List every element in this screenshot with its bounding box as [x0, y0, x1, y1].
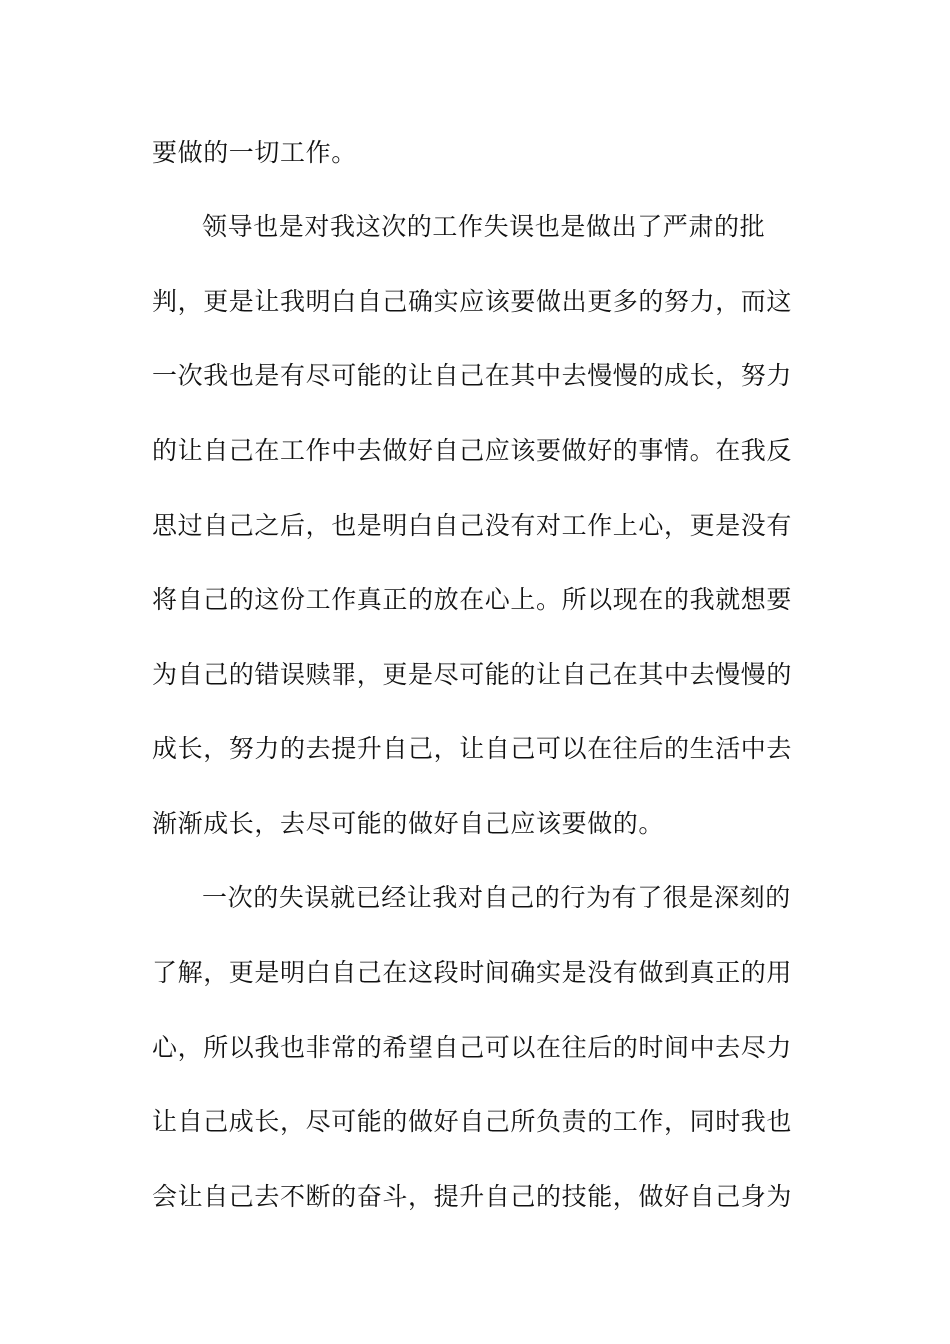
text-line: 判，更是让我明白自己确实应该要做出更多的努力，而这: [152, 287, 793, 316]
text-line: 让自己成长，尽可能的做好自己所负责的工作，同时我也: [152, 1107, 793, 1136]
text-line: 思过自己之后，也是明白自己没有对工作上心，更是没有: [152, 511, 793, 540]
text-line: 的让自己在工作中去做好自己应该要做好的事情。在我反: [152, 436, 793, 465]
paragraph-start-line: 领导也是对我这次的工作失误也是做出了严肃的批: [202, 212, 766, 241]
text-line: 成长，努力的去提升自己，让自己可以在往后的生活中去: [152, 734, 793, 763]
text-line: 会让自己去不断的奋斗，提升自己的技能，做好自己身为: [152, 1182, 793, 1211]
text-line: 要做的一切工作。: [152, 138, 357, 167]
text-line: 了解，更是明白自己在这段时间确实是没有做到真正的用: [152, 958, 793, 987]
text-line: 一次我也是有尽可能的让自己在其中去慢慢的成长，努力: [152, 361, 793, 390]
text-line: 将自己的这份工作真正的放在心上。所以现在的我就想要: [152, 585, 793, 614]
text-line: 为自己的错误赎罪，更是尽可能的让自己在其中去慢慢的: [152, 660, 793, 689]
text-line: 心，所以我也非常的希望自己可以在往后的时间中去尽力: [152, 1033, 793, 1062]
text-line: 渐渐成长，去尽可能的做好自己应该要做的。: [152, 809, 665, 838]
paragraph-start-line: 一次的失误就已经让我对自己的行为有了很是深刻的: [202, 883, 791, 912]
